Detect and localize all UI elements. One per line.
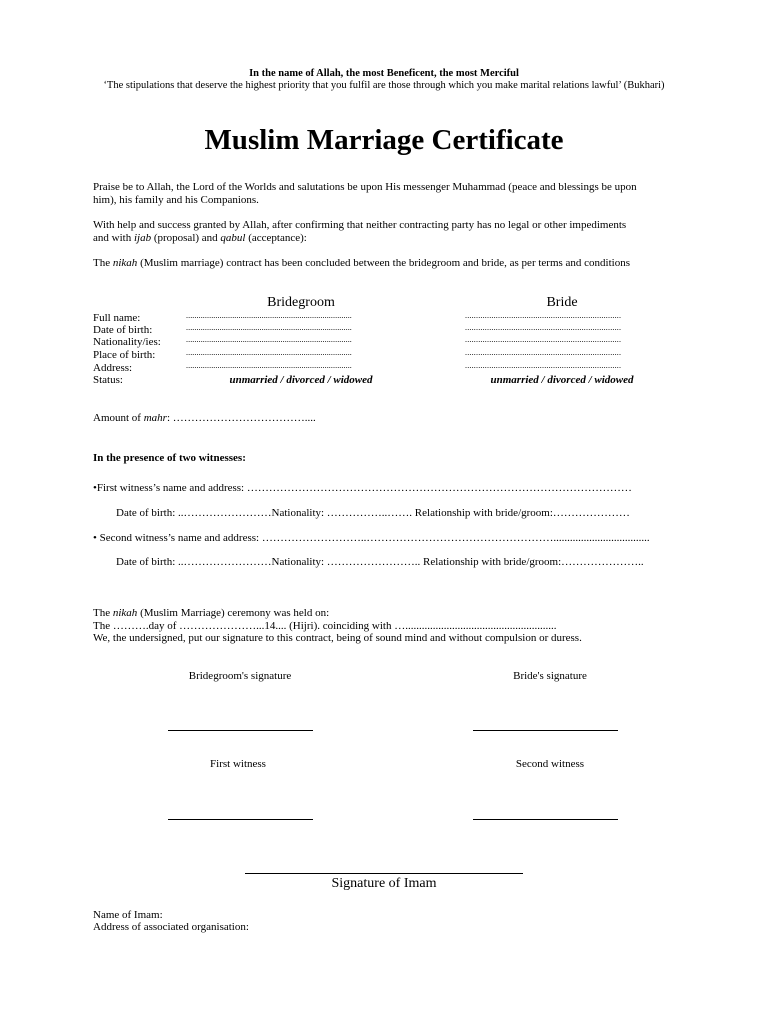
bridegroom-address-field[interactable]: ............................................................................... — [186, 361, 352, 370]
bride-heading: Bride — [546, 295, 578, 310]
field-label-status: Status: — [93, 374, 123, 386]
bride-full-name-field[interactable]: ....................................................................... — [465, 311, 622, 320]
first-witness-name-address[interactable]: •First witness’s name and address: …………………………………………………………………………………………… — [93, 482, 632, 494]
page-title: Muslim Marriage Certificate — [204, 124, 564, 156]
first-witness-details[interactable]: Date of birth: ..……………………Nationality: ……………..……. Relationship with bride/groom:………………… — [116, 507, 630, 519]
field-label-address: Address: — [93, 362, 133, 374]
bride-nationality-field[interactable]: ....................................................................... — [465, 335, 622, 344]
second-witness-details[interactable]: Date of birth: ..……………………Nationality: …………………….. Relationship with bride/groom:………………….. — [116, 556, 644, 568]
bridegroom-place-of-birth-field[interactable]: ............................................................................... — [186, 348, 352, 357]
field-label-place-of-birth: Place of birth: — [93, 349, 156, 361]
bridegroom-full-name-field[interactable]: ............................................................................... — [186, 311, 352, 320]
bridegroom-status-options[interactable]: unmarried / divorced / widowed — [229, 374, 373, 386]
hadith: ‘The stipulations that deserve the highest priority that you fulfil are those through which you make marital relations lawful’ (Bukhari) — [103, 80, 665, 91]
ceremony-declaration: We, the undersigned, put our signature to this contract, being of sound mind and without compulsion or duress. — [93, 632, 582, 644]
ceremony-line1: The nikah (Muslim Marriage) ceremony was held on: — [93, 607, 330, 619]
intro-p3: The nikah (Muslim marriage) contract has been concluded between the bridegroom and bride, as per terms and conditions — [93, 257, 631, 269]
field-label-nationality: Nationality/ies: — [93, 336, 161, 348]
bridegroom-date-of-birth-field[interactable]: ............................................................................... — [186, 323, 352, 332]
second-witness-signature-line[interactable] — [473, 819, 618, 820]
field-label-date-of-birth: Date of birth: — [93, 324, 153, 336]
intro-p2-line2: and with ijab (proposal) and qabul (acceptance): — [93, 232, 307, 244]
field-label-full-name: Full name: — [93, 312, 141, 324]
first-witness-signature-line[interactable] — [168, 819, 313, 820]
second-witness-name-address[interactable]: • Second witness’s name and address: ………………………..……………………………………………................................... — [93, 532, 650, 544]
imam-signature-line[interactable] — [245, 873, 523, 874]
ceremony-date-line[interactable]: The ……….day of …………………...14.... (Hijri). coinciding with …....................................................... — [93, 620, 557, 632]
bridegroom-signature-line[interactable] — [168, 730, 313, 731]
bride-date-of-birth-field[interactable]: ....................................................................... — [465, 323, 622, 332]
bride-address-field[interactable]: ....................................................................... — [465, 361, 622, 370]
bride-signature-label: Bride's signature — [513, 670, 587, 682]
bride-place-of-birth-field[interactable]: ....................................................................... — [465, 348, 622, 357]
mahr-amount[interactable]: Amount of mahr: ……………………………….... — [93, 412, 316, 424]
witnesses-heading: In the presence of two witnesses: — [93, 452, 246, 464]
imam-organisation-address-label: Address of associated organisation: — [93, 921, 249, 933]
imam-name-label: Name of Imam: — [93, 909, 163, 921]
bride-signature-line[interactable] — [473, 730, 618, 731]
intro-p1-line2: him), his family and his Companions. — [93, 194, 259, 206]
bridegroom-signature-label: Bridegroom's signature — [188, 670, 292, 682]
bismillah: In the name of Allah, the most Beneficent, the most Merciful — [249, 68, 519, 79]
first-witness-signature-label: First witness — [210, 758, 266, 770]
intro-p1-line1: Praise be to Allah, the Lord of the Worlds and salutations be upon His messenger Muhammad (peace and blessings be upon — [93, 181, 637, 193]
bridegroom-heading: Bridegroom — [267, 295, 335, 310]
bride-status-options[interactable]: unmarried / divorced / widowed — [490, 374, 634, 386]
intro-p2-line1: With help and success granted by Allah, after confirming that neither contracting party has no legal or other impediments — [93, 219, 627, 231]
bridegroom-nationality-field[interactable]: ............................................................................... — [186, 335, 352, 344]
imam-signature-label: Signature of Imam — [331, 876, 437, 891]
second-witness-signature-label: Second witness — [515, 758, 585, 770]
